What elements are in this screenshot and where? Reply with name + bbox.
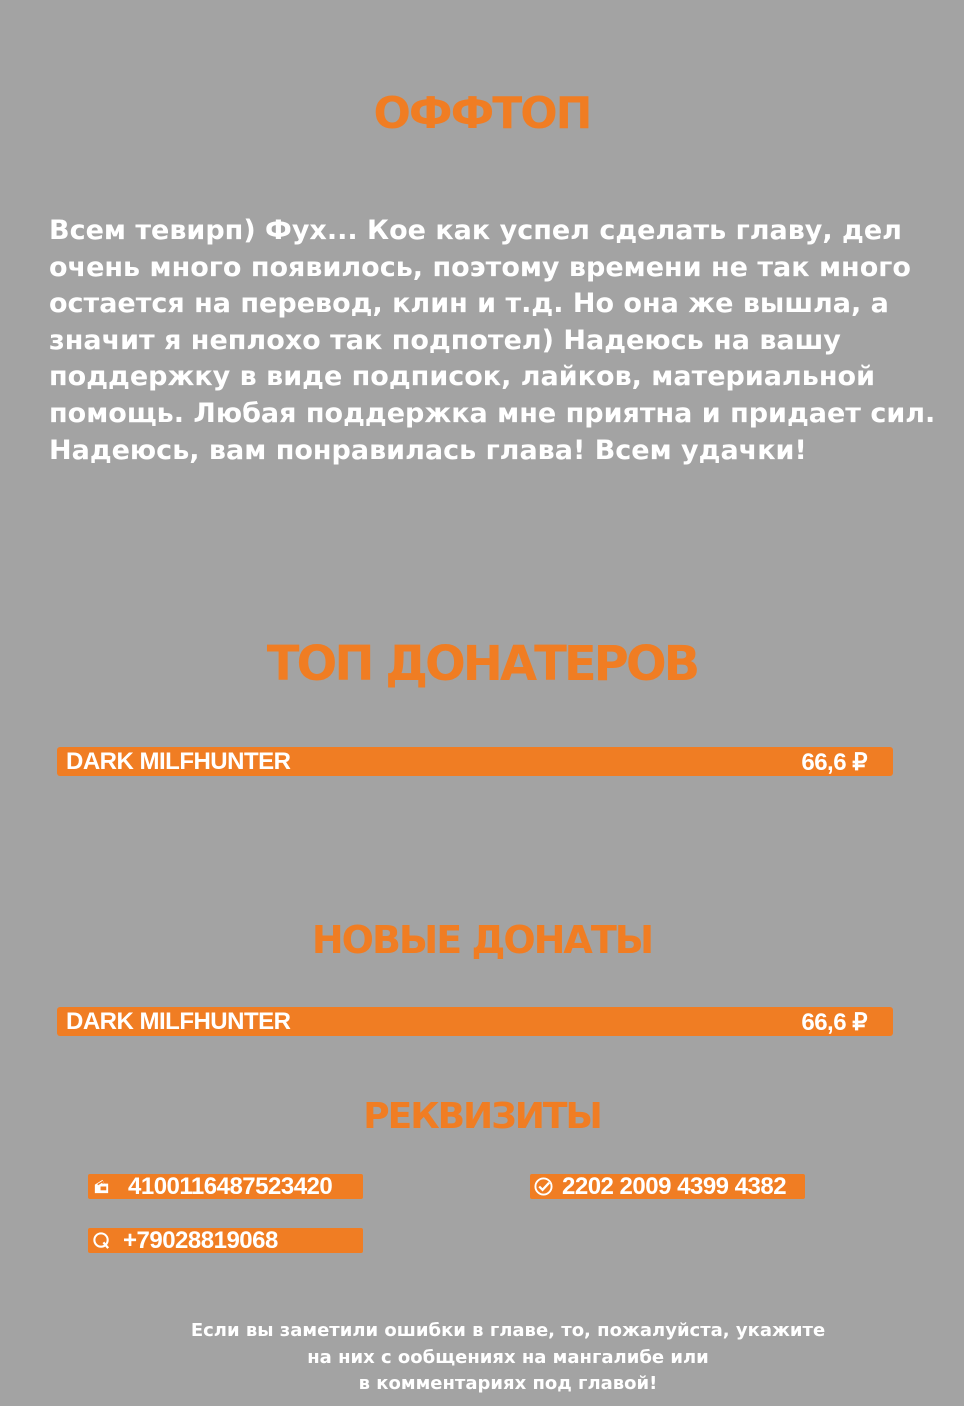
- sberbank-icon: [534, 1177, 553, 1196]
- message-line: очень много появилось, поэтому времени не так много: [49, 251, 911, 283]
- new-donation-entry: [57, 1007, 893, 1036]
- donor-name: DARK MILFHUNTER: [66, 748, 291, 775]
- message-line: поддержку в виде подписок, лайков, материальной: [49, 361, 875, 393]
- yoomoney-wallet-icon: [92, 1177, 111, 1196]
- yoomoney-number: 4100116487523420: [128, 1173, 333, 1200]
- qiwi-icon: [92, 1231, 111, 1250]
- donor-amount: 66,6 ₽: [801, 1009, 867, 1036]
- donor-amount: 66,6 ₽: [801, 749, 867, 776]
- top-donors-title: ТОП ДОНАТЕРОВ: [266, 636, 698, 692]
- yoomoney-requisite[interactable]: [88, 1174, 363, 1199]
- footer-line: на них с ообщениях на мангалибе или: [307, 1346, 709, 1368]
- donor-name: DARK MILFHUNTER: [66, 1008, 291, 1035]
- qiwi-phone-number: +79028819068: [123, 1227, 278, 1254]
- message-line: помощь. Любая поддержка мне приятна и придает сил.: [49, 397, 936, 429]
- requisites-title: РЕКВИЗИТЫ: [363, 1096, 601, 1137]
- sberbank-card-number: 2202 2009 4399 4382: [562, 1173, 787, 1200]
- qiwi-requisite[interactable]: [88, 1228, 363, 1253]
- sberbank-requisite[interactable]: [530, 1174, 805, 1199]
- message-line: значит я неплохо так подпотел) Надеюсь на вашу: [49, 324, 841, 356]
- message-line: Надеюсь, вам понравилась глава! Всем удачки!: [49, 434, 807, 466]
- error-report-note: [0, 1318, 964, 1398]
- message-line: остается на перевод, клин и т.д. Но она же вышла, а: [49, 288, 889, 320]
- message-line: Всем тевирп) Фух... Кое как успел сделать главу, дел: [49, 215, 902, 246]
- footer-line: Если вы заметили ошибки в главе, то, пожалуйста, укажите: [190, 1320, 826, 1341]
- offtop-title: ОФФТОП: [373, 88, 591, 139]
- new-donations-title: НОВЫЕ ДОНАТЫ: [311, 918, 653, 962]
- translator-message: [49, 213, 936, 469]
- top-donor-entry: [57, 747, 893, 776]
- footer-line: в комментариях под главой!: [358, 1373, 658, 1394]
